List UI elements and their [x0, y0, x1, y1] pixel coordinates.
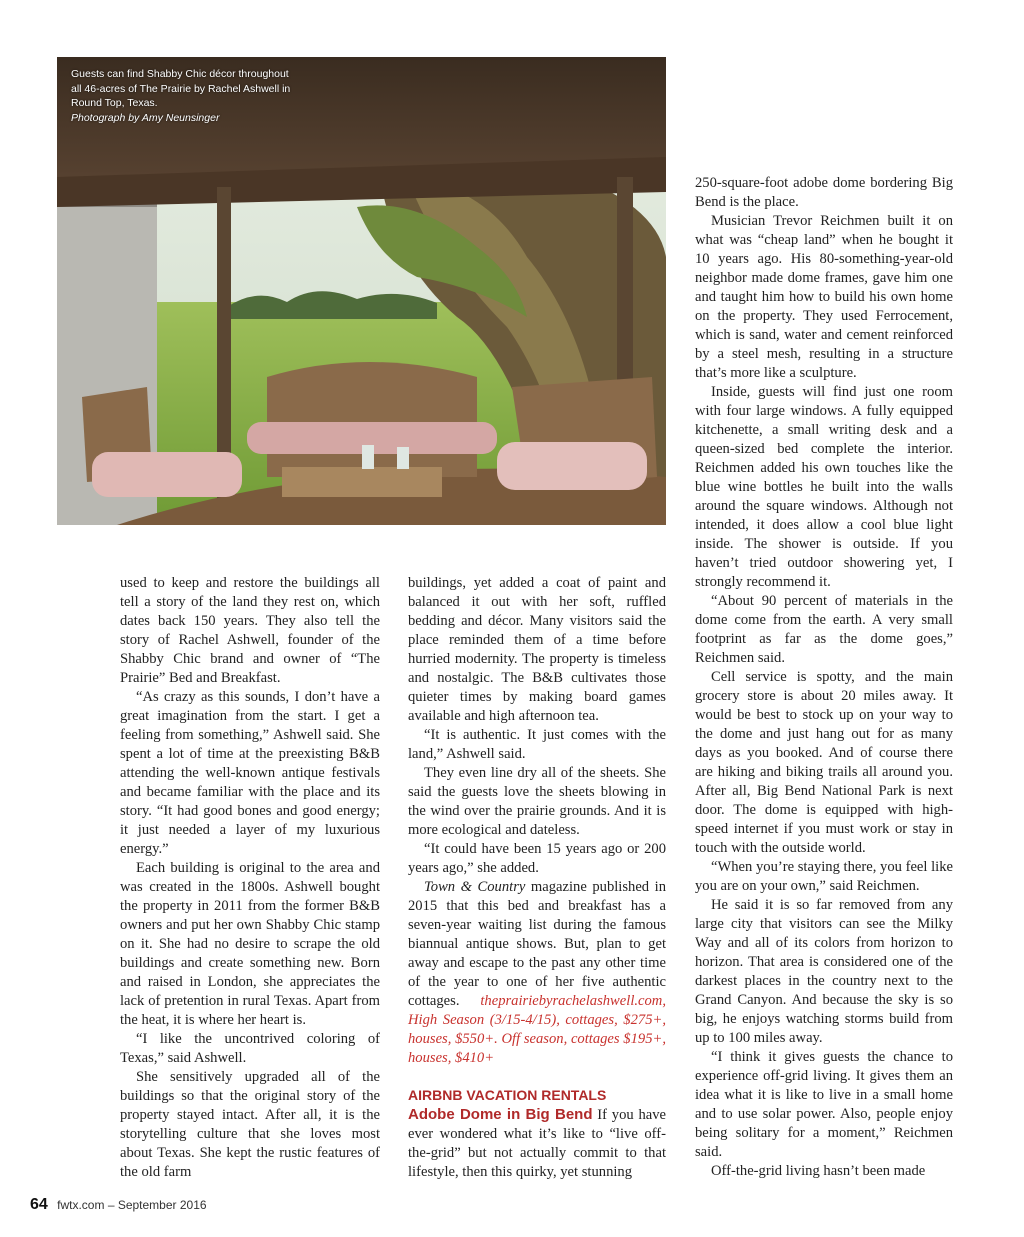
paragraph: Each building is original to the area and was created in the 1800s. Ashwell bought the property in 2011 from the former B&B owners and put her own Shabby Chic stamp on it. She had no desire to scrape the old buildings and create something new. Born and raised in London, she appreciates the lack of pretention in rural Texas. Apart from the heat, it is where her heart is. [120, 860, 380, 1028]
paragraph: 250-square-foot adobe dome bordering Big Bend is the place. [695, 175, 953, 210]
page-footer [30, 1196, 207, 1214]
paragraph: Off-the-grid living hasn’t been made [711, 1163, 926, 1179]
paragraph: Cell service is spotty, and the main grocery store is about 20 miles away. It would be best to stock up on your way to the dome and just hang out for as many days as you booked. And of course there are hiking and biking trails all around you. After all, Big Bend National Park is next door. The dome is equipped with high-speed internet if you must work or stay in touch with the outside world. [695, 669, 953, 856]
magazine-title: Town & Country [424, 879, 526, 895]
paragraph: He said it is so far removed from any large city that visitors can see the Milky Way and all of its colors from horizon to horizon. That area is considered one of the darkest places in the country next to the Grand Canyon. And because the sky is so big, he enjoys watching storms build from up to 100 miles away. [695, 897, 953, 1046]
photo-illustration [57, 57, 666, 525]
paragraph: “I think it gives guests the chance to experience off-grid living. It gives them an idea what it is like to live in a small home and to use solar power. Also, people enjoy being solitary for a moment,” Reichmen said. [695, 1049, 953, 1160]
footer-source: fwtx.com – September 2016 [57, 1198, 207, 1212]
paragraph: They even line dry all of the sheets. She said the guests love the sheets blowing in the wind over the prairie grounds. And it is more ecological and dateless. [408, 765, 666, 838]
paragraph: “When you’re staying there, you feel like you are on your own,” said Reichmen. [695, 859, 953, 894]
paragraph-listing [408, 878, 666, 1068]
paragraph: buildings, yet added a coat of paint and balanced it out with her soft, ruffled bedding and décor. Many visitors said the place reminded them of a time before hurried modernity. The property is timeless and nostalgic. The B&B cultivates those quieter times by making board games available and high afternoon tea. [408, 575, 666, 724]
photo-pergola [57, 57, 666, 525]
paragraph: Inside, guests will find just one room with four large windows. A fully equipped kitchenette, a small writing desk and a queen-sized bed complete the interior. Reichmen added his own touches like the blue wine bottles he built into the walls around the square windows. Although not intended, it does allow a cool blue light inside. The shower is outside. If you haven’t tried outdoor showering yet, I strongly recommend it. [695, 384, 953, 590]
section-heading: AIRBNB VACATION RENTALS [408, 1087, 607, 1103]
paragraph-subhead [408, 1105, 666, 1182]
photo-caption [71, 67, 291, 125]
paragraph: “About 90 percent of materials in the dome come from the earth. A very small footprint as far as the dome goes,” Reichmen said. [695, 593, 953, 666]
paragraph: used to keep and restore the buildings all tell a story of the land they rest on, which dates back 150 years. They also tell the story of Rachel Ashwell, founder of the Shabby Chic brand and owner of “The Prairie” Bed and Breakfast. [120, 575, 380, 686]
paragraph: “It is authentic. It just comes with the land,” Ashwell said. [408, 727, 666, 762]
subheading: Adobe Dome in Big Bend [408, 1106, 593, 1123]
caption-text: Guests can find Shabby Chic décor throughout all 46-acres of The Prairie by Rachel Ashwell in Round Top, Texas. [71, 68, 291, 109]
paragraph: Musician Trevor Reichmen built it on what was “cheap land” when he bought it 10 years ago. His 80-something-year-old neighbor made dome frames, gave him one and taught him how to build his own home on the property. They used Ferrocement, which is sand, water and cement reinforced by a steel mesh, resulting in a structure that’s more like a sculpture. [695, 213, 953, 381]
paragraph: “It could have been 15 years ago or 200 years ago,” she added. [408, 841, 666, 876]
paragraph: “As crazy as this sounds, I don’t have a great imagination from the start. I get a feeling from something,” Ashwell said. She spent a lot of time at the preexisting B&B attending the well-known antique festivals and became familiar with the place and its story. “It had good bones and good energy; it just needed a layer of my luxurious energy.” [120, 689, 380, 857]
page-number: 64 [30, 1196, 48, 1213]
text-column-2 [408, 574, 666, 1182]
paragraph: She sensitively upgraded all of the buildings so that the original story of the property stayed intact. After all, it is the storytelling culture that she loves most about Texas. She kept the rustic features of the old farm [120, 1069, 380, 1180]
photo-credit: Photograph by Amy Neunsinger [71, 111, 220, 124]
listing-details-link[interactable]: theprairiebyrachelashwell.com, High Season (3/15-4/15), cottages, $275+, houses, $550+. Off season, cottages $195+, houses, $410+ [408, 993, 666, 1066]
text-column-3 [695, 174, 953, 1181]
paragraph-text: magazine published in 2015 that this bed and breakfast has a seven-year waiting list during the famous biannual antique shows. But, plan to get away and escape to the past any other time of the year to one of her five authentic cottages. [408, 879, 666, 1009]
paragraph-text: If you have ever wondered what it’s like to “live off-the-grid” but not actually commit to that lifestyle, then this quirky, yet stunning [408, 1107, 667, 1180]
paragraph: “I like the uncontrived coloring of Texas,” said Ashwell. [120, 1031, 380, 1066]
text-column-1 [120, 574, 380, 1182]
